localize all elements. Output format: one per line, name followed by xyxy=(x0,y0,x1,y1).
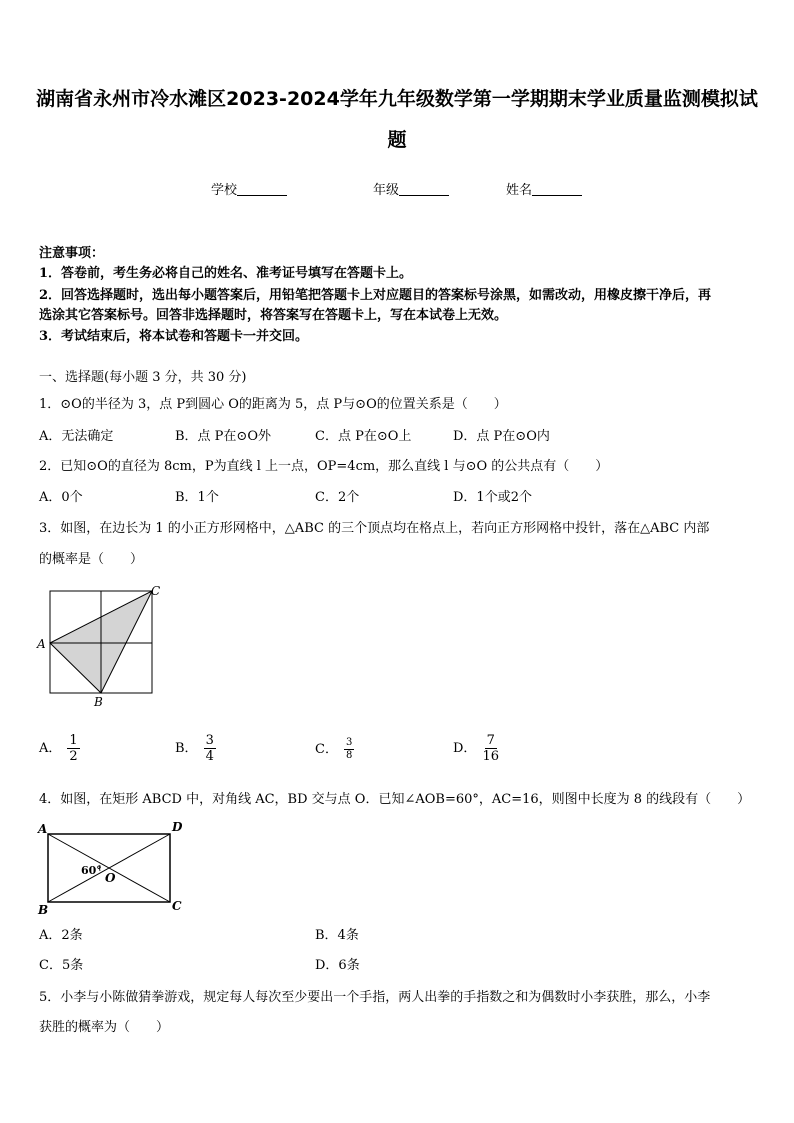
q3-stem-line2: 的概率是（ ） xyxy=(39,552,144,567)
q2-option-a: A．0个 xyxy=(39,490,83,505)
section-heading: 一、选择题(每小题 3 分，共 30 分) xyxy=(39,370,247,385)
q2-stem: 2．已知⊙O的直径为 8cm，P为直线 l 上一点，OP=4cm，那么直线 l 与⊙O 的公共点有（ ） xyxy=(39,459,609,474)
q3-option-c-letter: C． xyxy=(315,742,338,757)
label-c: C xyxy=(151,584,161,598)
fraction-denominator: 16 xyxy=(482,749,499,764)
fraction-numerator: 3 xyxy=(345,737,353,748)
q4-option-b: B．4条 xyxy=(315,928,359,943)
q2-option-d: D．1个或2个 xyxy=(453,490,532,505)
q1-stem: 1．⊙O的半径为 3，点 P到圆心 O的距离为 5，点 P与⊙O的位置关系是（ ） xyxy=(39,397,507,412)
name-blank xyxy=(532,183,582,196)
q4-option-c: C．5条 xyxy=(39,958,84,973)
fraction-denominator: 8 xyxy=(345,750,353,761)
school-field xyxy=(211,182,287,200)
q3-option-a-fraction xyxy=(67,733,79,764)
fraction-denominator: 4 xyxy=(205,749,214,764)
q1-option-b: B．点 P在⊙O外 xyxy=(175,429,271,444)
label-b: B xyxy=(38,903,49,917)
label-c: C xyxy=(172,899,182,913)
q3-grid-figure xyxy=(34,582,169,712)
q4-rectangle-figure xyxy=(34,816,194,918)
name-label: 姓名 xyxy=(506,183,533,198)
grade-blank xyxy=(399,183,449,196)
label-d: D xyxy=(172,820,183,834)
school-blank xyxy=(237,183,287,196)
q3-option-d-fraction xyxy=(482,733,499,764)
grade-field xyxy=(373,182,449,200)
angle-label: 60° xyxy=(81,864,102,877)
q3-option-b-letter: B． xyxy=(175,741,198,756)
q5-stem-line1: 5．小李与小陈做猜拳游戏，规定每人每次至少要出一个手指，两人出拳的手指数之和为偶数时小李获胜，那么，小李 xyxy=(39,990,711,1005)
notice-item-2: 2．回答选择题时，选出每小题答案后，用铅笔把答题卡上对应题目的答案标号涂黑，如需改动，用橡皮擦干净后，再 xyxy=(39,288,712,303)
q1-option-d: D．点 P在⊙O内 xyxy=(453,429,550,444)
q2-option-c: C．2个 xyxy=(315,490,360,505)
page-title-line2: 题 xyxy=(387,129,407,151)
notice-item-2-cont: 选涂其它答案标号。回答非选择题时，将答案写在答题卡上，写在本试卷上无效。 xyxy=(39,308,508,323)
notice-item-1: 1．答卷前，考生务必将自己的姓名、准考证号填写在答题卡上。 xyxy=(39,266,413,281)
q4-option-a: A．2条 xyxy=(39,928,83,943)
q4-stem: 4．如图，在矩形 ABCD 中，对角线 AC，BD 交与点 O．已知∠AOB=60°，AC=16，则图中长度为 8 的线段有（ ） xyxy=(39,792,751,807)
q1-option-a: A．无法确定 xyxy=(39,429,114,444)
label-o: O xyxy=(105,871,116,885)
fraction-numerator: 7 xyxy=(486,733,495,748)
q3-option-d xyxy=(453,733,499,764)
q3-option-a xyxy=(39,733,80,764)
school-label: 学校 xyxy=(211,183,238,198)
q5-stem-line2: 获胜的概率为（ ） xyxy=(39,1020,170,1035)
q3-stem-line1: 3．如图，在边长为 1 的小正方形网格中，△ABC 的三个顶点均在格点上，若向正方形网格中投针，落在△ABC 内部 xyxy=(39,521,710,536)
q2-option-b: B．1个 xyxy=(175,490,219,505)
q4-option-d: D．6条 xyxy=(315,958,360,973)
fraction-numerator: 3 xyxy=(205,733,214,748)
q3-option-b-fraction xyxy=(204,733,216,764)
q3-option-b xyxy=(175,733,216,764)
notice-item-3: 3．考试结束后，将本试卷和答题卡一并交回。 xyxy=(39,329,309,344)
q1-option-c: C．点 P在⊙O上 xyxy=(315,429,412,444)
q3-option-c-fraction xyxy=(344,737,354,762)
fraction-numerator: 1 xyxy=(69,733,78,748)
label-a: A xyxy=(38,822,48,836)
q3-option-a-letter: A． xyxy=(39,741,62,756)
q3-option-d-letter: D． xyxy=(453,741,477,756)
name-field xyxy=(506,182,582,200)
fraction-denominator: 2 xyxy=(69,749,78,764)
label-b: B xyxy=(94,695,103,709)
page-title-line1: 湖南省永州市冷水滩区2023-2024学年九年级数学第一学期期末学业质量监测模拟试 xyxy=(36,88,758,110)
grade-label: 年级 xyxy=(373,183,400,198)
q3-option-c xyxy=(315,737,354,762)
notice-heading: 注意事项： xyxy=(39,246,105,261)
label-a: A xyxy=(37,637,46,651)
